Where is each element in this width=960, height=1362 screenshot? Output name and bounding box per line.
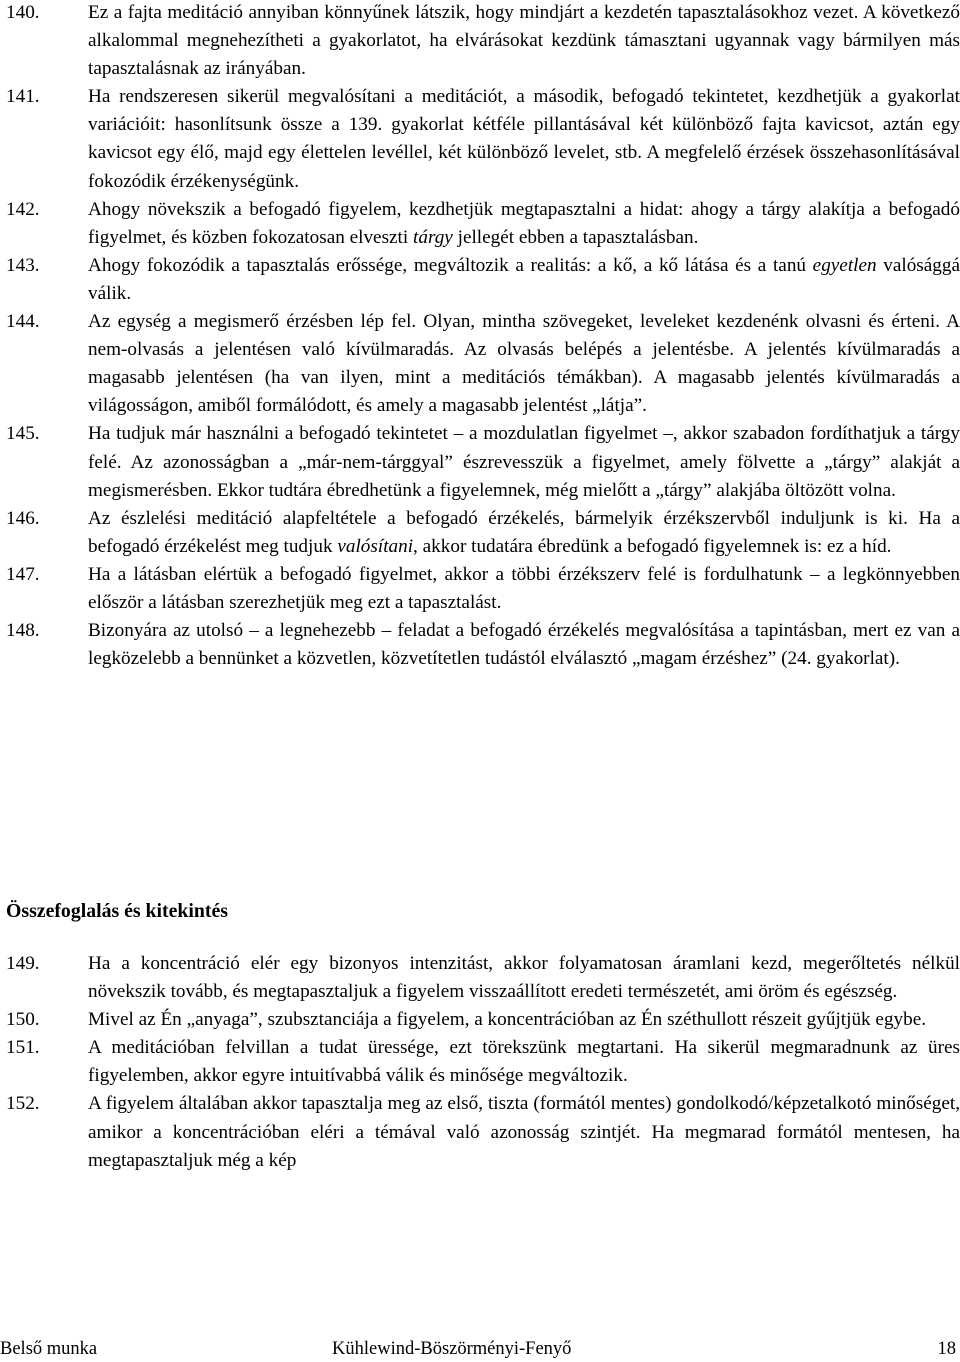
item-number: 152. [6, 1093, 40, 1115]
item-number: 147. [6, 563, 40, 585]
item-text: Bizonyára az utolsó – a legnehezebb – feladat a befogadó érzékelés megvalósítása a tapintásban, mert ez van a legközelebb a bennünket a közvetlen, közvetítetlen tudástól elválasztó „magam érzéshez” (24. gyakorlat). [88, 620, 960, 670]
item-number: 151. [6, 1037, 40, 1059]
numbered-list-top [0, 0, 960, 673]
list-item-142 [0, 196, 960, 252]
text-segment: Ahogy növekszik a befogadó figyelem, kezdhetjük megtapasztalni a hidat: ahogy a tárgy alakítja a befogadó figyelmet, és közben fokozatosan elveszti [88, 198, 960, 248]
item-text [88, 252, 960, 308]
item-text: Mivel az Én „anyaga”, szubsztanciája a figyelem, a koncentrációban az Én széthullott részeit gyűjtjük egybe. [88, 1009, 927, 1031]
item-number: 150. [6, 1009, 40, 1031]
list-item-140 [0, 0, 960, 83]
list-item-147 [0, 561, 960, 617]
item-text: Az egység a megismerő érzésben lép fel. Olyan, mintha szövegeket, leveleket kezdenénk olvasni és érteni. A nem-olvasás a jelentésen való kívülmaradás. Az olvasás belépés a jelentésbe. A jelentés kívülmaradás a magasabb jelentésen (ha van ilyen, mint a meditációs témákban). A magasabb jelentés kívülmaradás a világosságon, amiből formálódott, és amely a magasabb jelentést „látja”. [88, 311, 960, 417]
footer-authors: Kühlewind-Böszörményi-Fenyő [332, 1339, 572, 1359]
item-text: A figyelem általában akkor tapasztalja meg az első, tiszta (formától mentes) gondolkodó/képzetalkotó minőséget, amikor a koncentrációban eléri a témával való azonosság szintjét. Ha megmarad formától mentesen, ha megtapasztaljuk még a kép [88, 1093, 960, 1171]
list-item-150 [0, 1006, 960, 1034]
list-item-146 [0, 505, 960, 561]
text-segment: Ahogy fokozódik a tapasztalás erőssége, megváltozik a realitás: a kő, a kő látása és a tanú [88, 254, 813, 276]
item-text: A meditációban felvillan a tudat üressége, ezt törekszünk megtartani. Ha sikerül megmaradnunk az üres figyelemben, akkor egyre intuitívabbá válik és minősége megváltozik. [88, 1037, 960, 1087]
list-item-141 [0, 83, 960, 195]
item-text [88, 196, 960, 252]
item-text: Ha a koncentráció elér egy bizonyos intenzitást, akkor folyamatosan áramlani kezd, megerőltetés nélkül növekszik tovább, és megtapasztaljuk a figyelem visszaállított eredeti természetét, ami öröm és egészség. [88, 953, 960, 1003]
emphasis: valósítani [337, 535, 414, 557]
text-segment: valósággá válik. [88, 254, 960, 304]
list-item-143 [0, 252, 960, 308]
list-item-152 [0, 1090, 960, 1174]
item-number: 149. [6, 953, 40, 974]
item-number: 142. [6, 198, 40, 220]
section-heading: Összefoglalás és kitekintés [6, 900, 228, 922]
item-number: 148. [6, 620, 40, 642]
list-item-144 [0, 308, 960, 420]
item-number: 140. [6, 2, 40, 23]
list-item-151 [0, 1034, 960, 1090]
footer-book-title: Belső munka [0, 1339, 98, 1359]
page-number: 18 [937, 1339, 956, 1359]
text-segment: jellegét ebben a tapasztalásban. [452, 226, 699, 248]
item-number: 141. [6, 86, 40, 108]
text-segment: Az észlelési meditáció alapfeltétele a befogadó érzékelés, bármelyik érzékszervből induljunk is ki. Ha a befogadó érzékelést meg tudjuk [88, 507, 960, 557]
emphasis: tárgy [413, 226, 453, 248]
item-number: 146. [6, 507, 40, 529]
numbered-list-bottom [0, 950, 960, 1175]
item-number: 143. [6, 254, 40, 276]
page-footer [0, 1337, 960, 1361]
list-item-149 [0, 950, 960, 1006]
list-item-148 [0, 617, 960, 673]
item-number: 145. [6, 423, 40, 445]
item-text [88, 505, 960, 561]
text-segment: , akkor tudatára ébredünk a befogadó figyelemnek is: ez a híd. [413, 535, 892, 557]
item-number: 144. [6, 311, 40, 333]
emphasis: egyetlen [812, 254, 877, 276]
item-text: Ha tudjuk már használni a befogadó tekintetet – a mozdulatlan figyelmet –, akkor szabadon fordíthatjuk a tárgy felé. Az azonosságban a „már-nem-tárggyal” észrevesszük a figyelmet, amely fölvette a „tárgy” alakját a megismerésben. Ekkor tudtára ébredhetünk a figyelemnek, még mielőtt a „tárgy” alakjába öltözött volna. [88, 423, 960, 501]
list-item-145 [0, 420, 960, 504]
item-text: Ez a fajta meditáció annyiban könnyűnek látszik, hogy mindjárt a kezdetén tapasztalásokhoz vezet. A következő alkalommal megnehezítheti a gyakorlatot, ha elvárásokat kezdünk támasztani ugyannak vagy bármilyen más tapasztalásnak az irányában. [88, 2, 960, 80]
item-text: Ha a látásban elértük a befogadó figyelmet, akkor a többi érzékszerv felé is fordulhatunk – a legkönnyebben először a látásban szerezhetjük meg ezt a tapasztalást. [88, 563, 960, 613]
item-text: Ha rendszeresen sikerül megvalósítani a meditációt, a második, befogadó tekintetet, kezdhetjük a gyakorlat variációit: hasonlítsunk össze a 139. gyakorlat kétféle pillantásával két különböző fajta kavicsot, aztán egy kavicsot egy élő, majd egy élettelen levéllel, két különböző levelet, stb. A megfelelő érzések összehasonlításával fokozódik érzékenységünk. [88, 86, 960, 192]
